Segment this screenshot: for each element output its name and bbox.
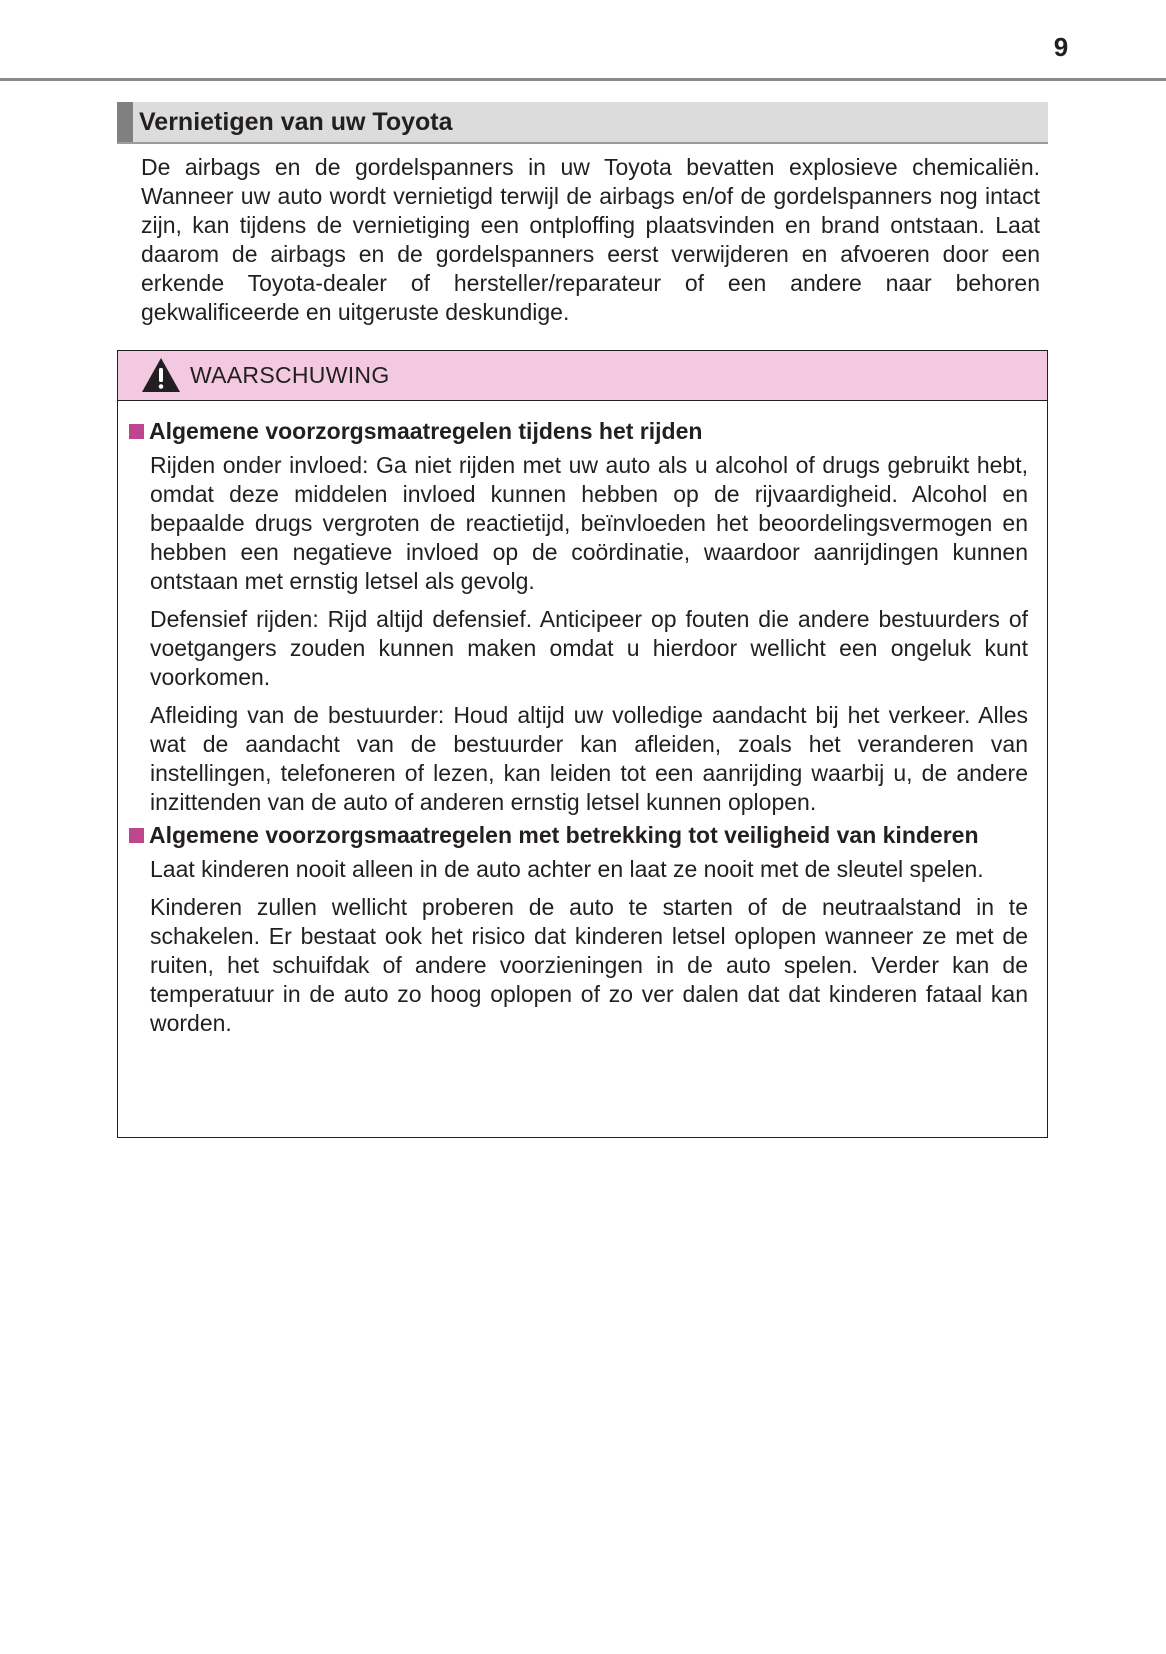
warning-header	[118, 351, 1047, 401]
page-number: 9	[1053, 32, 1069, 62]
warning-label: WAARSCHUWING	[190, 362, 390, 388]
header-rule	[0, 78, 1166, 81]
warning-paragraph: Rijden onder invloed: Ga niet rijden met uw auto als u alcohol of drugs gebruikt hebt, omdat deze middelen invloed kunnen hebben op de rijvaardigheid. Alcohol en bepaalde drugs vergroten de reactietijd, beïnvloeden het beoordelingsvermogen en hebben een negatieve invloed op de coördinatie, waardoor aanrijdingen kunnen ontstaan met ernstig letsel als gevolg.	[150, 452, 1028, 594]
intro-paragraph: De airbags en de gordelspanners in uw Toyota bevatten explosieve chemicaliën. Wanneer uw auto wordt vernietigd terwijl de airbags en/of de gordelspanners nog intact zijn, kan tijdens de vernietiging een ontploffing plaatsvinden en brand ontstaan. Laat daarom de airbags en de gordelspanners eerst verwijderen en afvoeren door een erkende Toyota-dealer of hersteller/reparateur of een andere naar behoren gekwalificeerde en uitgeruste deskundige.	[141, 154, 1040, 325]
warning-subheading-text: Algemene voorzorgsmaatregelen tijdens het rijden	[149, 418, 703, 444]
warning-subheading-children	[127, 821, 1040, 850]
warning-box	[117, 350, 1048, 1138]
warning-body	[127, 417, 1040, 1047]
warning-subheading-text: Algemene voorzorgsmaatregelen met betrekking tot veiligheid van kinderen	[149, 822, 979, 848]
warning-paragraph: Afleiding van de bestuurder: Houd altijd uw volledige aandacht bij het verkeer. Alles wat de aandacht van de bestuurder kan afleiden, zoals het veranderen van instellingen, telefoneren of lezen, kan leiden tot een aanrijding waarbij u, de andere inzittenden van de auto of anderen ernstig letsel kunnen oplopen.	[150, 702, 1028, 815]
square-bullet-icon	[129, 828, 144, 843]
warning-subheading-driving	[127, 417, 1040, 446]
warning-paragraph: Laat kinderen nooit alleen in de auto achter en laat ze nooit met de sleutel spelen.	[150, 856, 984, 882]
section-heading-marker	[117, 102, 133, 142]
square-bullet-icon	[129, 424, 144, 439]
warning-paragraph: Defensief rijden: Rijd altijd defensief. Anticipeer op fouten die andere bestuurders of voetgangers zouden kunnen maken omdat u hierdoor wellicht een ongeluk kunt voorkomen.	[150, 606, 1028, 690]
warning-paragraph: Kinderen zullen wellicht proberen de auto te starten of de neutraalstand in te schakelen. Er bestaat ook het risico dat kinderen letsel oplopen wanneer ze met de ruiten, het schuifdak of andere voorzieningen in de auto spelen. Verder kan de temperatuur in de auto zo hoog oplopen of zo ver dalen dat dat kinderen fataal kan worden.	[150, 894, 1028, 1036]
section-heading	[117, 102, 1048, 144]
section-title: Vernietigen van uw Toyota	[139, 108, 453, 136]
warning-triangle-icon	[141, 357, 181, 393]
